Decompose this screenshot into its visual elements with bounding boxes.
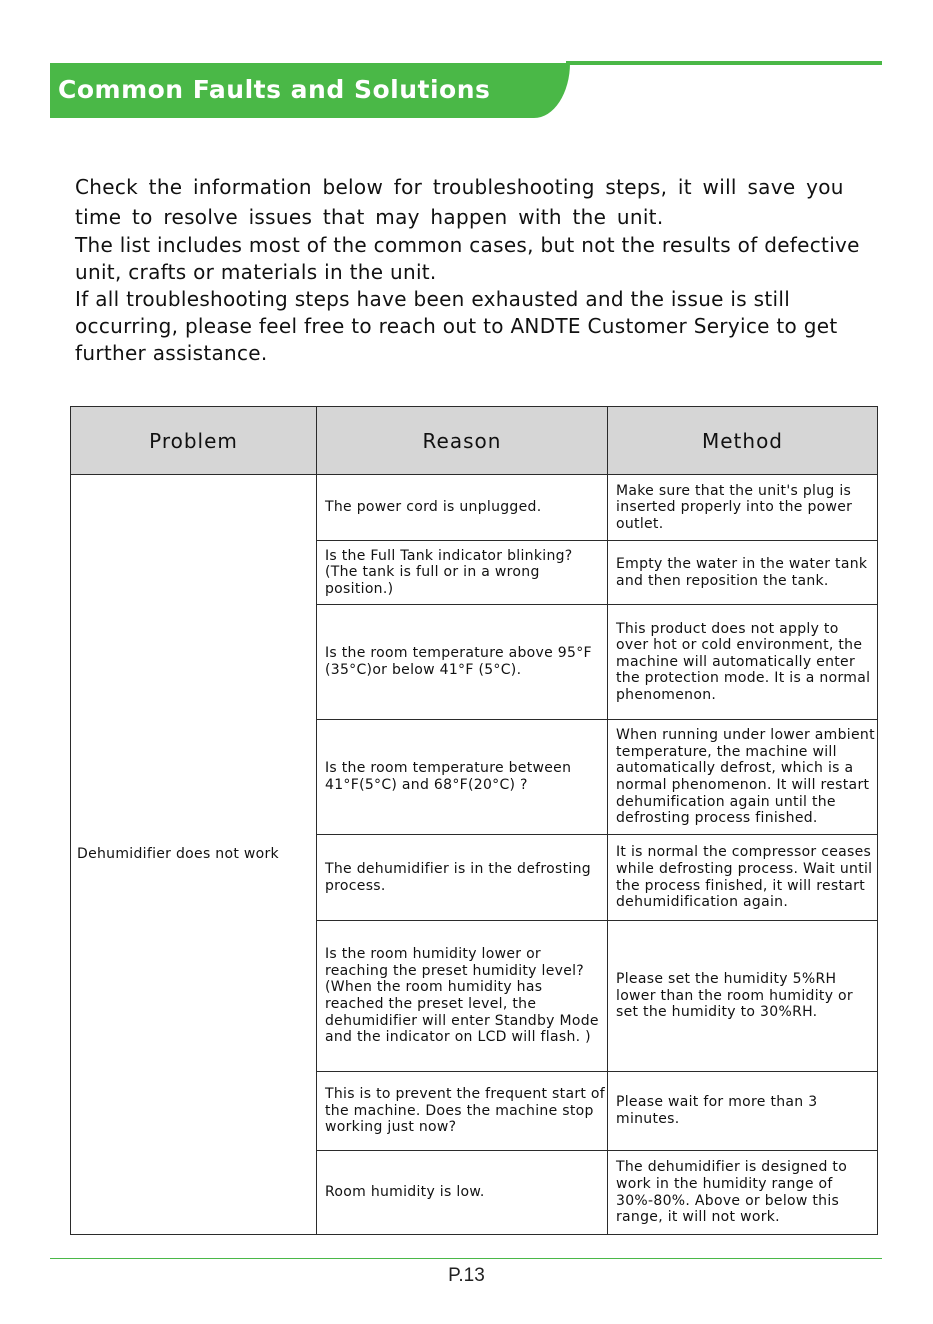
faults-table xyxy=(70,406,878,1235)
header-reason: Reason xyxy=(317,407,608,475)
page-number: P.13 xyxy=(448,1265,485,1286)
intro-paragraph: If all troubleshooting steps have been exhausted and the issue is still occurring, please feel free to reach out to ANDTE Customer Seryice to get further assistance. xyxy=(75,287,838,365)
method-cell: Please wait for more than 3 minutes. xyxy=(608,1072,878,1151)
table-header-row xyxy=(71,407,878,475)
intro-text xyxy=(75,172,885,367)
reason-cell: This is to prevent the frequent start of the machine. Does the machine stop working just now? xyxy=(317,1072,608,1151)
header-method: Method xyxy=(608,407,878,475)
method-cell: When running under lower ambient temperature, the machine will automatically defrost, which is a normal phenomenon. It will restart dehumification again until the defrosting process finished. xyxy=(608,720,878,835)
section-banner xyxy=(50,63,570,118)
method-cell: Make sure that the unit's plug is inserted properly into the power outlet. xyxy=(608,475,878,541)
reason-cell: Is the room temperature above 95°F (35°C)or below 41°F (5°C). xyxy=(317,605,608,720)
method-cell: It is normal the compressor ceases while defrosting process. Wait until the process finished, it will restart dehumidification again. xyxy=(608,835,878,921)
problem-cell: Dehumidifier does not work xyxy=(71,475,317,1235)
method-cell: This product does not apply to over hot or cold environment, the machine will automatically enter the protection mode. It is a normal phenomenon. xyxy=(608,605,878,720)
reason-cell: The dehumidifier is in the defrosting process. xyxy=(317,835,608,921)
table-row xyxy=(71,475,878,541)
reason-cell: Is the Full Tank indicator blinking? (The tank is full or in a wrong position.) xyxy=(317,541,608,605)
footer-rule xyxy=(50,1258,882,1259)
method-cell: The dehumidifier is designed to work in the humidity range of 30%-80%. Above or below this range, it will not work. xyxy=(608,1151,878,1235)
header-problem: Problem xyxy=(71,407,317,475)
reason-cell: Room humidity is low. xyxy=(317,1151,608,1235)
reason-cell: Is the room humidity lower or reaching the preset humidity level? (When the room humidity has reached the preset level, the dehumidifier will enter Standby Mode and the indicator on LCD will flash. ) xyxy=(317,921,608,1072)
reason-cell: Is the room temperature between 41°F(5°C) and 68°F(20°C) ? xyxy=(317,720,608,835)
top-accent-rule xyxy=(566,61,882,65)
intro-paragraph: The list includes most of the common cases, but not the results of defective unit, crafts or materials in the unit. xyxy=(75,233,860,284)
intro-paragraph: Check the information below for troubleshooting steps, it will save you time to resolve issues that may happen with the unit. xyxy=(75,175,844,229)
method-cell: Please set the humidity 5%RH lower than the room humidity or set the humidity to 30%RH. xyxy=(608,921,878,1072)
reason-cell: The power cord is unplugged. xyxy=(317,475,608,541)
method-cell: Empty the water in the water tank and then reposition the tank. xyxy=(608,541,878,605)
section-title: Common Faults and Solutions xyxy=(58,75,491,104)
